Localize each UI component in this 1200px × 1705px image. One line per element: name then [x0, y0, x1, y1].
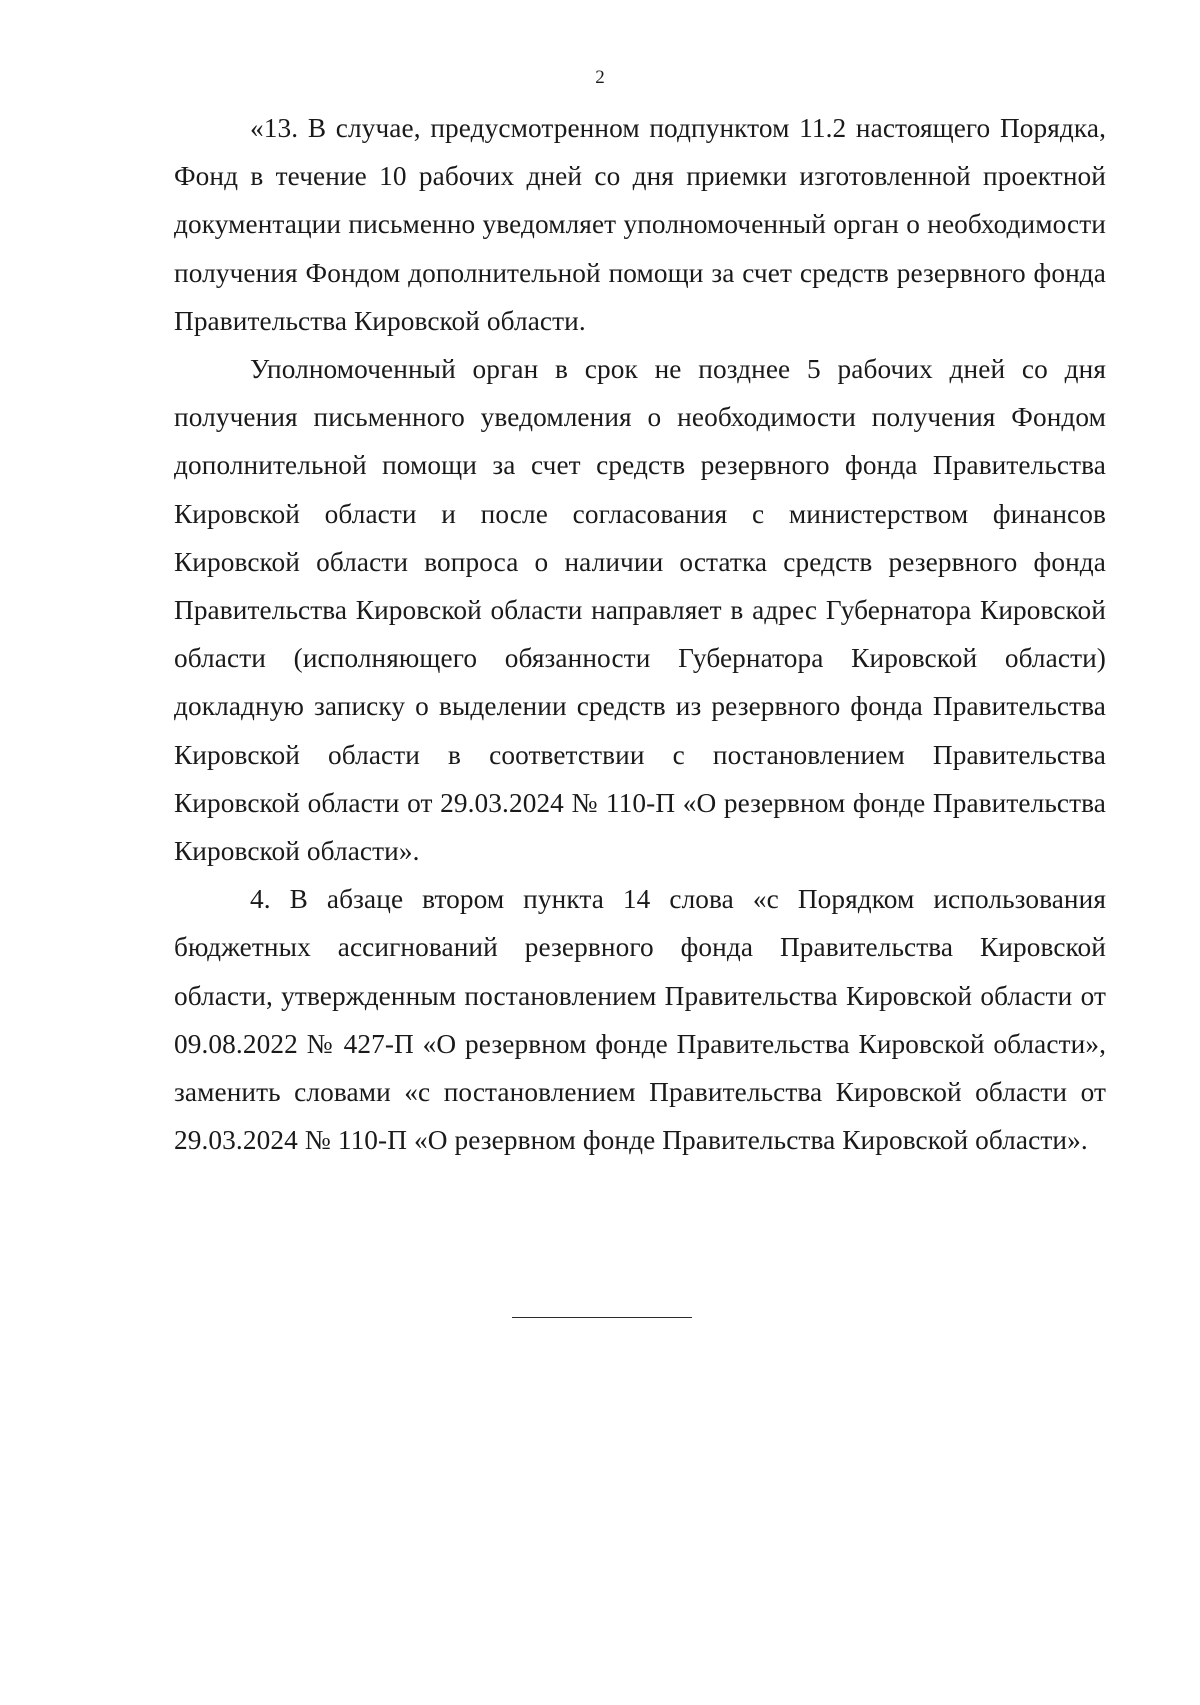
paragraph-item-13: «13. В случае, предусмотренном подпунктом 11.2 настоящего Порядка, Фонд в течение 10 рабочих дней со дня приемки изготовленной проектной документации письменно уведомляет уполномоченный орган о необходимости получения Фондом дополнительной помощи за счет средств резервного фонда Правительства Кировской области.: [174, 113, 1106, 336]
document-body: [174, 104, 1106, 1164]
closing-divider-line: [512, 1317, 692, 1318]
paragraph-authorized-body: Уполномоченный орган в срок не позднее 5 рабочих дней со дня получения письменного уведомления о необходимости получения Фондом дополнительной помощи за счет средств резервного фонда Правительства Кировской области и после согласования с министерством финансов Кировской области вопроса о наличии остатка средств резервного фонда Правительства Кировской области направляет в адрес Губернатора Кировской области (исполняющего обязанности Губернатора Кировской области) докладную записку о выделении средств из резервного фонда Правительства Кировской области в соответствии с постановлением Правительства Кировской области от 29.03.2024 № 110-П «О резервном фонде Правительства Кировской области».: [174, 354, 1106, 867]
page-number: 2: [595, 67, 605, 88]
paragraph-item-4: 4. В абзаце втором пункта 14 слова «с Порядком использования бюджетных ассигнований резервного фонда Правительства Кировской области, утвержденным постановлением Правительства Кировской области от 09.08.2022 № 427-П «О резервном фонде Правительства Кировской области», заменить словами «с постановлением Правительства Кировской области от 29.03.2024 № 110-П «О резервном фонде Правительства Кировской области».: [174, 884, 1106, 1156]
